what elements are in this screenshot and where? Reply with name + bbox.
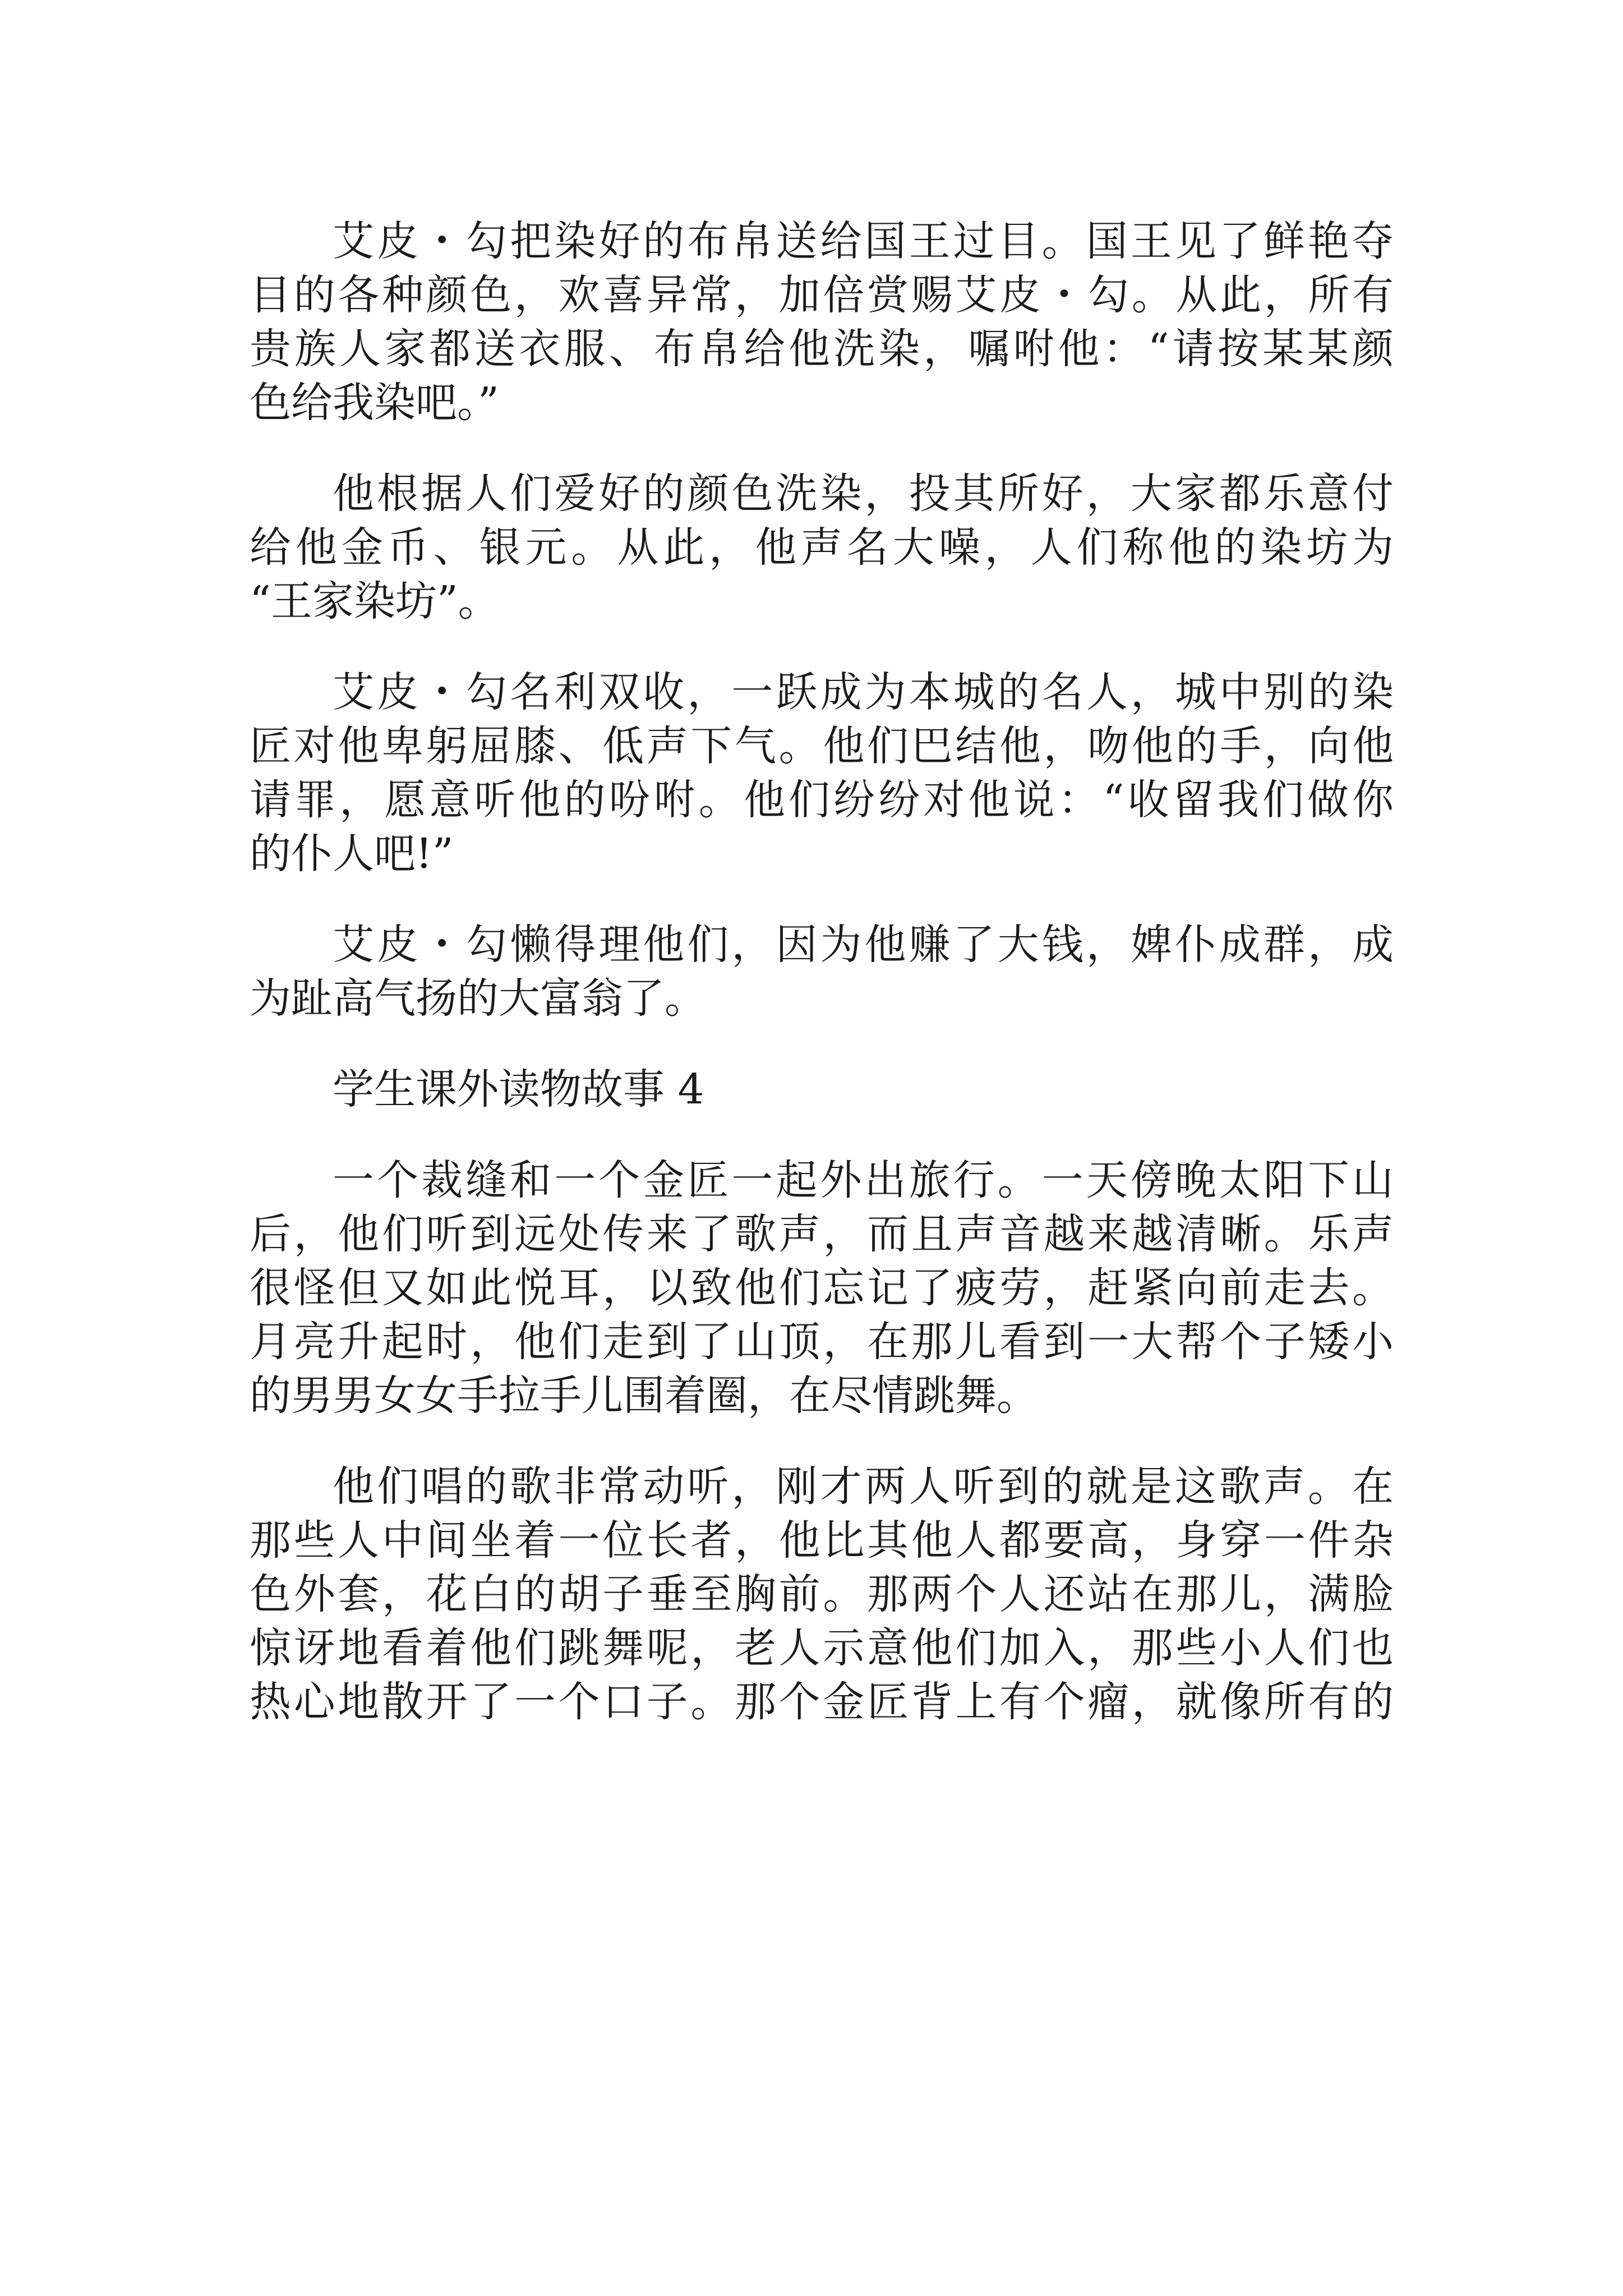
paragraph-line: 热心地散开了一个口子。那个金匠背上有个瘤，就像所有的 [250,1678,1394,1726]
paragraph-line: 请罪，愿意听他的吩咐。他们纷纷对他说：“收留我们做你 [250,776,1394,824]
paragraph-line: 的男男女女手拉手儿围着圈，在尽情跳舞。 [250,1372,1038,1420]
paragraph-line: 很怪但又如此悦耳，以致他们忘记了疲劳，赶紧向前走去。 [250,1264,1394,1312]
paragraph-line: 惊讶地看着他们跳舞呢，老人示意他们加入，那些小人们也 [250,1624,1394,1672]
paragraph-line: 色外套，花白的胡子垂至胸前。那两个人还站在那儿，满脸 [250,1570,1394,1618]
paragraph-line: 一个裁缝和一个金匠一起外出旅行。一天傍晚太阳下山 [333,1156,1394,1204]
paragraph-line: 给他金币、银元。从此，他声名大噪，人们称他的染坊为 [250,523,1394,572]
paragraph-line: 艾皮・勾把染好的布帛送给国王过目。国王见了鲜艳夺 [333,217,1394,265]
paragraph-line: “王家染坊”。 [250,577,500,625]
paragraph-line: 艾皮・勾懒得理他们，因为他赚了大钱，婢仆成群，成 [333,921,1394,969]
paragraph-line: 后，他们听到远处传来了歌声，而且声音越来越清晰。乐声 [250,1210,1394,1258]
paragraph-line: 匠对他卑躬屈膝、低声下气。他们巴结他，吻他的手，向他 [250,722,1394,770]
document-body [250,214,1394,1729]
paragraph-line: 那些人中间坐着一位长者，他比其他人都要高，身穿一件杂 [250,1516,1394,1565]
paragraph-line: 月亮升起时，他们走到了山顶，在那儿看到一大帮个子矮小 [250,1318,1394,1366]
section-heading: 学生课外读物故事 4 [333,1065,704,1114]
paragraph-line: 他根据人们爱好的颜色洗染，投其所好，大家都乐意付 [333,470,1394,518]
paragraph-line: 他们唱的歌非常动听，刚才两人听到的就是这歌声。在 [333,1462,1394,1511]
paragraph-line: 贵族人家都送衣服、布帛给他洗染，嘱咐他：“请按某某颜 [250,325,1394,373]
paragraph-line: 的仆人吧!” [250,830,454,878]
paragraph-line: 目的各种颜色，欢喜异常，加倍赏赐艾皮・勾。从此，所有 [250,271,1394,319]
paragraph-line: 为趾高气扬的大富翁了。 [250,974,706,1023]
paragraph-line: 色给我染吧。” [250,379,499,427]
paragraph-line: 艾皮・勾名利双收，一跃成为本城的名人，城中别的染 [333,668,1394,716]
